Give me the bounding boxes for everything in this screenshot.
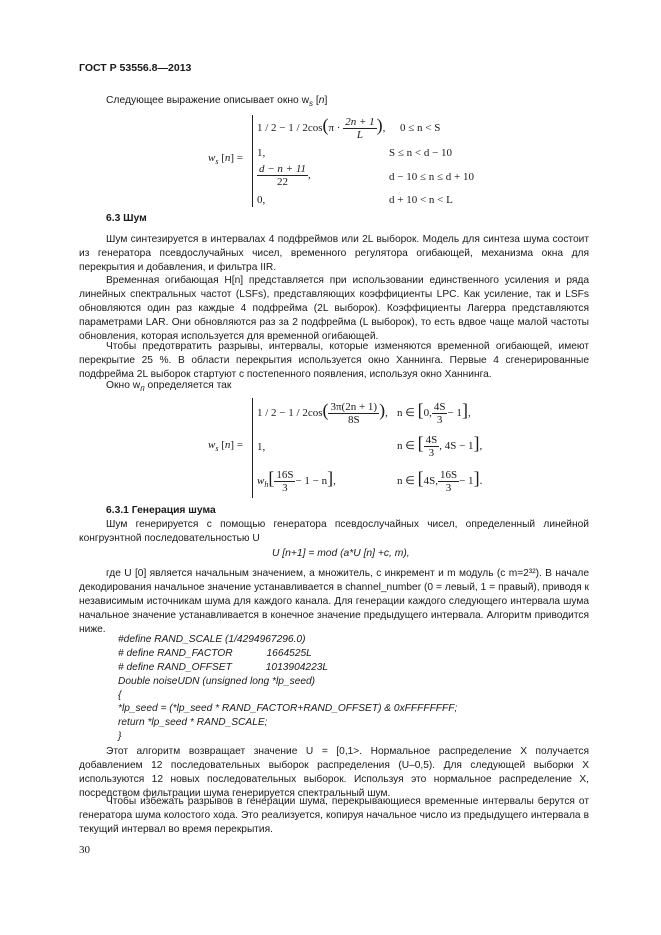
formula2-cond2: n ∈ [ $\frac{4S}{3}$ , 4S − 1], [397, 433, 483, 459]
code-line-7: return *lp_seed * RAND_SCALE; [118, 717, 268, 728]
formula1-row4: 0, [257, 194, 266, 206]
code-line-2: # define RAND_FACTOR 1664525L [118, 648, 312, 659]
formula1-cond2: S ≤ n < d − 10 [389, 147, 453, 159]
formula2-row2: 1, [257, 441, 266, 453]
code-line-3: # define RAND_OFFSET 1013904223L [118, 662, 329, 673]
paragraph-noise-synthesis: Шум синтезируется в интервалах 4 подфреймов или 2L выборок. Модель для синтеза шума состоит из генератора псевдослучайных чисел, временного регулятора огибающей, механизма окна для перекрытия и добавления, и фильтра IIR. [79, 234, 589, 273]
code-line-4: Double noiseUDN (unsigned long *lp_seed) [118, 676, 316, 687]
code-line-8: } [118, 731, 122, 742]
formula2-row3: $w_h$[ $\frac{16S}{3}$ − 1 − n], [257, 468, 336, 494]
formula2-cond1: n ∈ [0, $\frac{4S}{3}$ − 1], [397, 400, 471, 426]
intro-line: Следующее выражение описывает окно $w_s$ [n] [106, 95, 328, 109]
formula2-row1: 1 / 2 − 1 / 2cos( $\frac{3\pi(2n + 1)}{8S}$ ), [257, 400, 388, 426]
window-wn-line: Окно $w_п$ определяется так [106, 380, 232, 394]
formula1-row2: 1, [257, 147, 266, 159]
formula2-cond3: n ∈ [4S, $\frac{16S}{3}$ − 1]. [397, 468, 483, 494]
paragraph-noise-generation: Шум генерируется с помощью генератора псевдослучайных чисел, определенный линейной конгруэнтной последовательностью U [79, 519, 589, 544]
section-6-3-heading: 6.3 Шум [106, 213, 147, 224]
code-line-6: *lp_seed = (*lp_seed * RAND_FACTOR+RAND_OFFSET) & 0xFFFFFFFF; [118, 703, 458, 714]
paragraph-where: где U [0] является начальным значением, a множитель, c инкремент и m модуль (c m=2³²). В начале декодирования начальное значение устанавливается в channel_number (0 = левый, 1 = правый), приводя к независимым источникам шума для каждого канала. Для генерации каждого следующего интервала шума начальное значение устанавливается в конечное значение предыдущего интервала. Алгоритм приводится ниже. [79, 568, 589, 635]
formula1-cond4: d + 10 < n < L [389, 194, 453, 206]
formula1-lhs: $w_s$ [n] = [208, 152, 244, 167]
code-line-1: #define RAND_SCALE (1/4294967296.0) [118, 634, 306, 645]
paragraph-overlap: Чтобы предотвратить разрывы, интервалы, которые изменяются временной огибающей, имеют перекрытие 25 %. В области перекрытия используется окно Ханнинга. Первые 4 сгенерированные подфрейма 2L выборок стартуют с постепенного появления, используя окно Ханнинга. [79, 341, 589, 380]
formula2-brace [252, 398, 253, 498]
formula1-row1: 1 / 2 − 1 / 2cos(π · $\frac{2n + 1}{L}$ ), [257, 115, 386, 141]
formula1-cond1: 0 ≤ n < S [400, 122, 441, 134]
formula1-brace [252, 115, 253, 207]
formula1-cond3: d − 10 ≤ n ≤ d + 10 [389, 171, 474, 183]
section-6-3-1-heading: 6.3.1 Генерация шума [106, 505, 216, 516]
formula2-lhs: $w_s$ [n] = [208, 439, 244, 454]
paragraph-temporal-envelope: Временная огибающая H[n] представляется при использовании единственного усиления и ряда линейных спектральных частот (LSFs), представляющих коэффициенты LPC. Как усиление, так и LSFs обновляются один раз каждые 4 подфрейма (2L выборок). Коэффициенты Лагерра представляются параметрами LAR. Они обновляются раз за 2 подфрейма (L выборок), то есть вдвое чаще малой частоты обновления, которая используется для временной огибающей. [79, 275, 589, 342]
page-number: 30 [79, 844, 90, 856]
code-line-5: { [118, 690, 122, 701]
lcg-formula: U [n+1] = mod (a*U [n] +c, m), [272, 548, 410, 559]
intro-text: Следующее выражение описывает окно w [106, 95, 310, 106]
paragraph-avoid-gaps: Чтобы избежать разрывов в генерации шума, перекрывающиеся временные интервалы берутся от генератора шума колостого хода. Это реализуется, копируя начальное число из предыдущего интервала в текущий интервал во время перекрытия. [79, 796, 589, 835]
formula1-row3: $\frac{d - n + 11}{22}$ , [259, 163, 311, 188]
paragraph-algorithm-returns: Этот алгоритм возвращает значение U = [0,1>. Нормальное распределение X получается добавлением 12 последовательных выборок распределения (U–0,5). Для следующей выборки X используются 12 новых последовательных выборок. Используя это нормальное распределение X, посредством фильтрации шума генерируется спектральный шум. [79, 746, 589, 799]
document-header: ГОСТ Р 53556.8—2013 [79, 62, 192, 74]
